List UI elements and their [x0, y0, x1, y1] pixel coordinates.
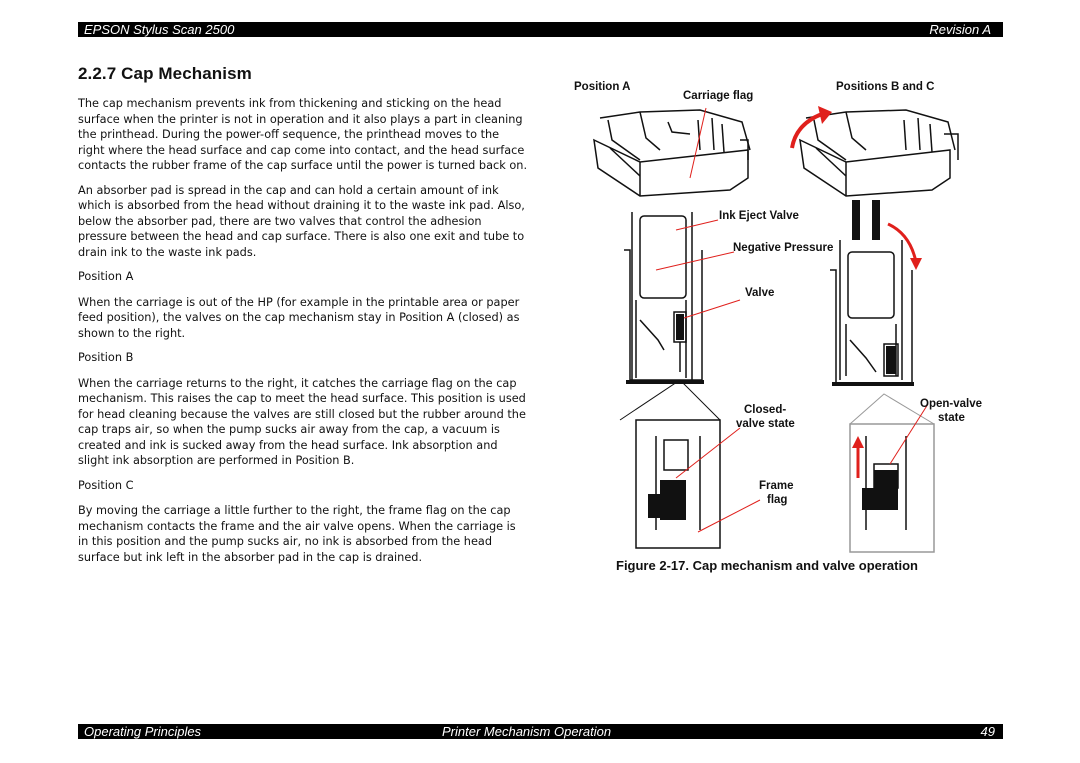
- label-position-a: Position A: [574, 81, 631, 93]
- label-open-valve: Open-valve: [920, 398, 982, 410]
- header-title: EPSON Stylus Scan 2500: [84, 22, 235, 37]
- label-closed: Closed-: [744, 404, 787, 416]
- base-plate: [832, 382, 914, 386]
- leader-line: [676, 220, 718, 230]
- valve-body: [660, 480, 686, 520]
- page-number: 49: [980, 724, 995, 739]
- label-valve-state: valve state: [736, 418, 795, 430]
- label-valve: Valve: [745, 287, 775, 299]
- leader-line: [690, 108, 706, 178]
- paragraph: The cap mechanism prevents ink from thickening and sticking on the head surface when the printer is not in operation and it also plays a part in cleaning the printhead. During the power-off sequence, the printhead moves to the right where the head surface and cap come into contact, and the head surface contacts the rubber frame of the cap surface until the power is turned back on.: [78, 97, 528, 172]
- closed-valve-detail: [620, 380, 720, 548]
- label-negative-pressure: Negative Pressure: [733, 242, 834, 254]
- figure-caption: Figure 2-17. Cap mechanism and valve operation: [616, 558, 918, 573]
- valve-body: [874, 470, 898, 510]
- paragraph: Position C: [78, 478, 134, 492]
- leader-line: [698, 500, 760, 532]
- label-ink-eject-valve: Ink Eject Valve: [719, 210, 799, 222]
- label-frame: Frame: [759, 480, 794, 492]
- label-positions-bc: Positions B and C: [836, 81, 935, 93]
- arrow-head: [910, 258, 922, 270]
- paragraph: By moving the carriage a little further to the right, the frame flag on the cap mechanism contacts the frame and the air valve opens. When the carriage is in this position and the pump sucks air, no ink is absorbed from the head surface but ink left in the absorber pad in the cap is drained.: [78, 504, 516, 564]
- open-valve-section: [830, 240, 912, 384]
- label-flag: flag: [767, 494, 788, 506]
- footer-chapter: Operating Principles: [84, 724, 202, 739]
- paragraph: Position A: [78, 270, 134, 283]
- leader-line: [676, 428, 740, 478]
- valve-body: [862, 488, 876, 510]
- arrow-head: [852, 436, 864, 448]
- base-plate: [626, 380, 704, 384]
- footer-section: Printer Mechanism Operation: [442, 724, 612, 739]
- leader-line: [656, 252, 734, 270]
- valve-body: [648, 494, 662, 518]
- valve-block: [676, 314, 684, 340]
- page-footer: [78, 724, 1003, 739]
- valve-block: [886, 346, 896, 374]
- section-title: 2.2.7 Cap Mechanism: [78, 64, 252, 83]
- flag-post: [852, 200, 860, 240]
- paragraph: When the carriage returns to the right, it catches the carriage flag on the cap mechanism. This raises the cap to meet the head surface. This position is used for head cleaning because the valves are still closed but the rubber around the cap traps air, so when the pump sucks air away from the cap, a vacuum is created and ink is sucked away from the head surface. Ink absorption and slight ink absorption are performed in Position B.: [78, 376, 526, 467]
- header-revision: Revision A: [929, 22, 991, 37]
- paragraph: Position B: [78, 351, 134, 364]
- paragraph: When the carriage is out of the HP (for example in the printable area or paper feed position), the valves on the cap mechanism stay in Position A (closed) as shown to the right.: [78, 295, 520, 340]
- closed-valve-section: [624, 212, 702, 380]
- label-carriage-flag: Carriage flag: [683, 90, 754, 102]
- cap-assembly-position-a: [594, 110, 750, 196]
- paragraph: An absorber pad is spread in the cap and can hold a certain amount of ink which is absorbed from the head without draining it to the waste ink pad. Also, below the absorber pad, there are two valves that control the adhesion pressure between the head and cap surface. There is also one exit and tube to drain ink to the waste ink pads.: [78, 183, 525, 259]
- cap-assembly-positions-bc: [800, 110, 958, 196]
- label-state: state: [938, 412, 965, 424]
- leader-line: [890, 404, 928, 464]
- flag-post: [872, 200, 880, 240]
